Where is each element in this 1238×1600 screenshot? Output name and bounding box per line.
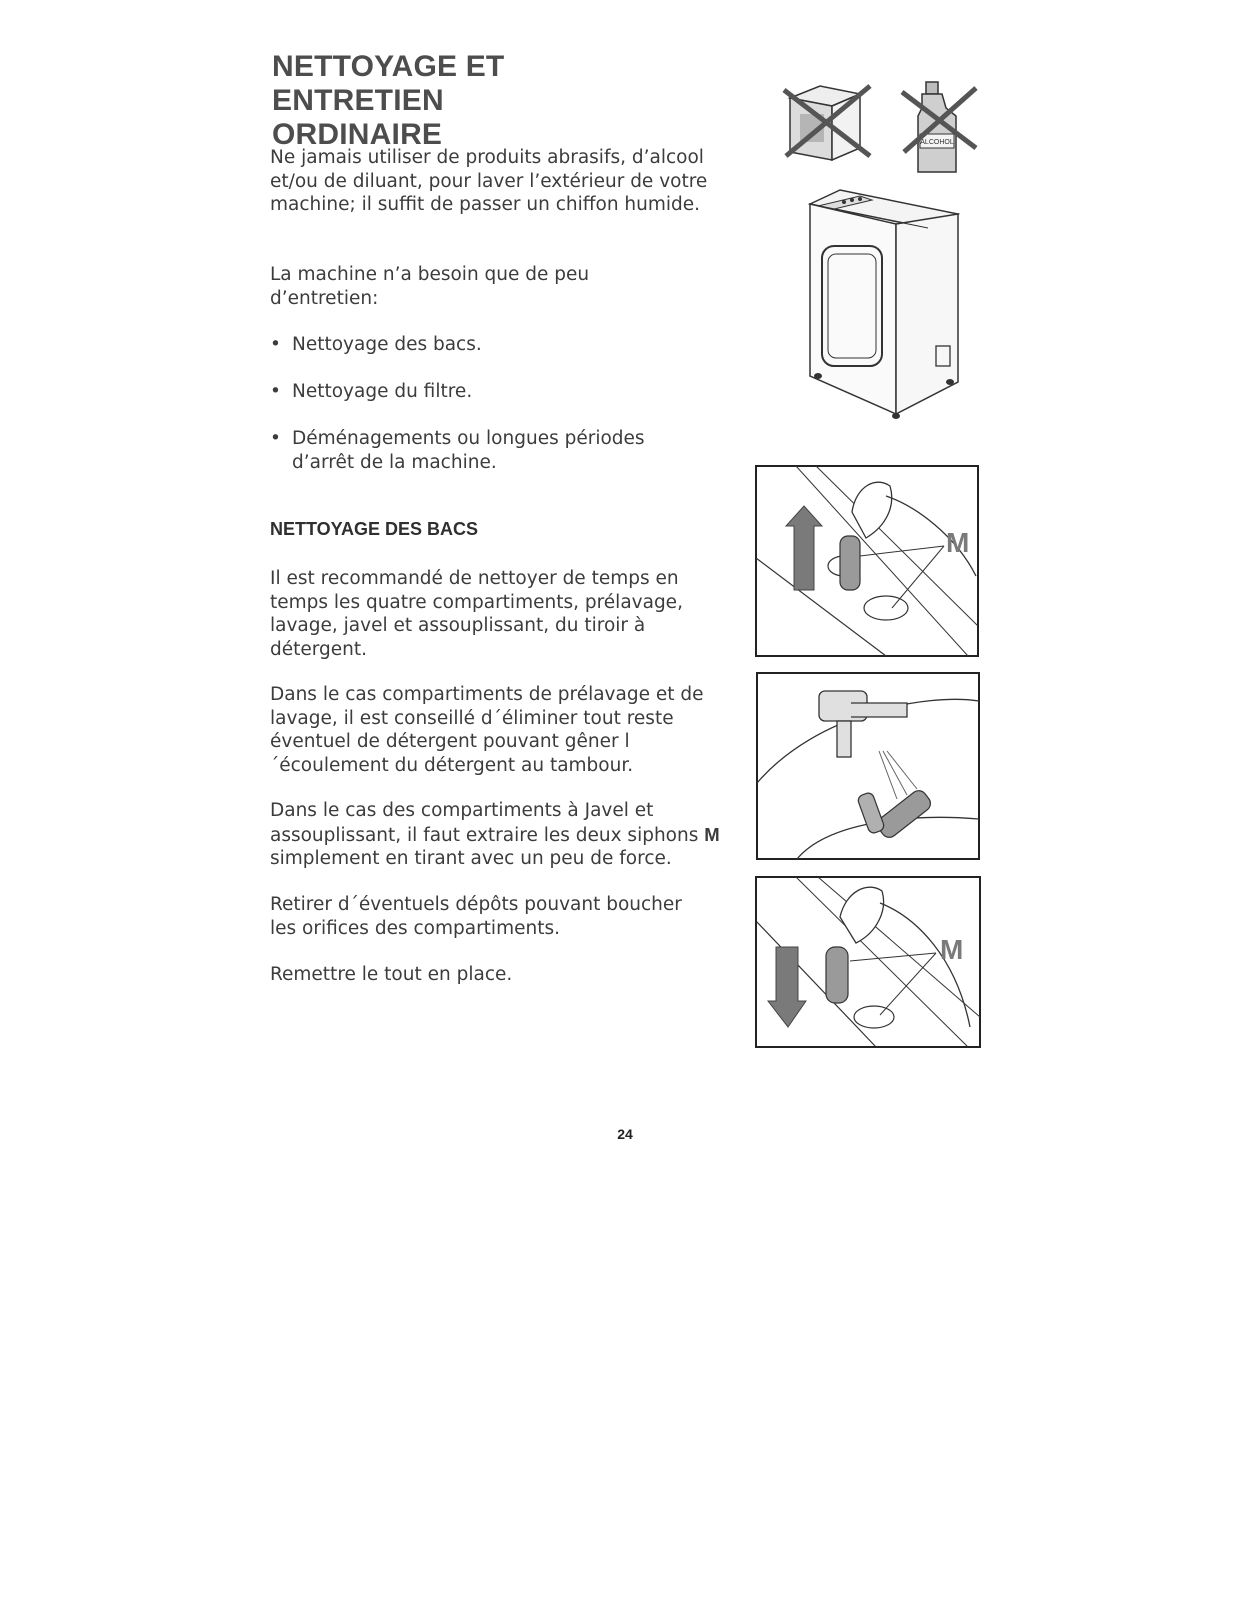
insert-siphon-figure [756,877,992,1051]
title-line-1: NETTOYAGE ET ENTRETIEN [272,50,505,117]
paragraph-deposits: Retirer d´éventuels dépôts pouvant boucher les orifices des compartiments. [270,894,682,939]
m-label-figure-1: M [946,527,970,558]
alcohol-label: ALCOHOL [920,139,954,146]
maintenance-intro: La machine n’a besoin que de peu d’entretien: [270,264,590,309]
paragraph-siphons [270,799,720,871]
siphon-m-label: M [704,823,720,845]
bullet-item: • Nettoyage des bacs. [270,333,730,357]
paragraph-compartments: Il est recommandé de nettoyer de temps en temps les quatre compartiments, prélavage, lavage, javel et assouplissant, du tiroir à détergent. [270,568,683,660]
m-label-figure-3: M [940,934,964,965]
rinse-siphon-figure [757,673,981,861]
paragraph-siphons-start: Dans le cas des compartiments à Javel et assouplissant, il faut extraire les deux siphons [270,800,705,846]
paragraph-prewash: Dans le cas compartiments de prélavage et de lavage, il est conseillé d´éliminer tout reste éventuel de détergent pouvant gêner l´écoulement du détergent au tambour. [270,684,704,776]
paragraph-siphons-end: simplement en tirant avec un peu de force. [270,848,672,869]
page-title [272,50,672,152]
bullet-item: • Déménagements ou longues périodes d’arrêt de la machine. [270,427,690,474]
no-alcohol-bottle-illustration [900,78,980,174]
washing-machine-illustration [800,186,970,422]
section-heading: NETTOYAGE DES BACS [270,519,479,539]
paragraph-reassemble: Remettre le tout en place. [270,964,513,985]
intro-paragraph: Ne jamais utiliser de produits abrasifs, d’alcool et/ou de diluant, pour laver l’extérieur de votre machine; il suffit de passer un chiffon humide. [270,147,708,215]
title-line-2: ORDINAIRE [272,118,443,151]
remove-siphon-figure [756,466,992,658]
page-number: 24 [617,1126,633,1142]
no-abrasive-box-illustration [780,78,880,168]
bullet-item: • Nettoyage du filtre. [270,380,730,404]
